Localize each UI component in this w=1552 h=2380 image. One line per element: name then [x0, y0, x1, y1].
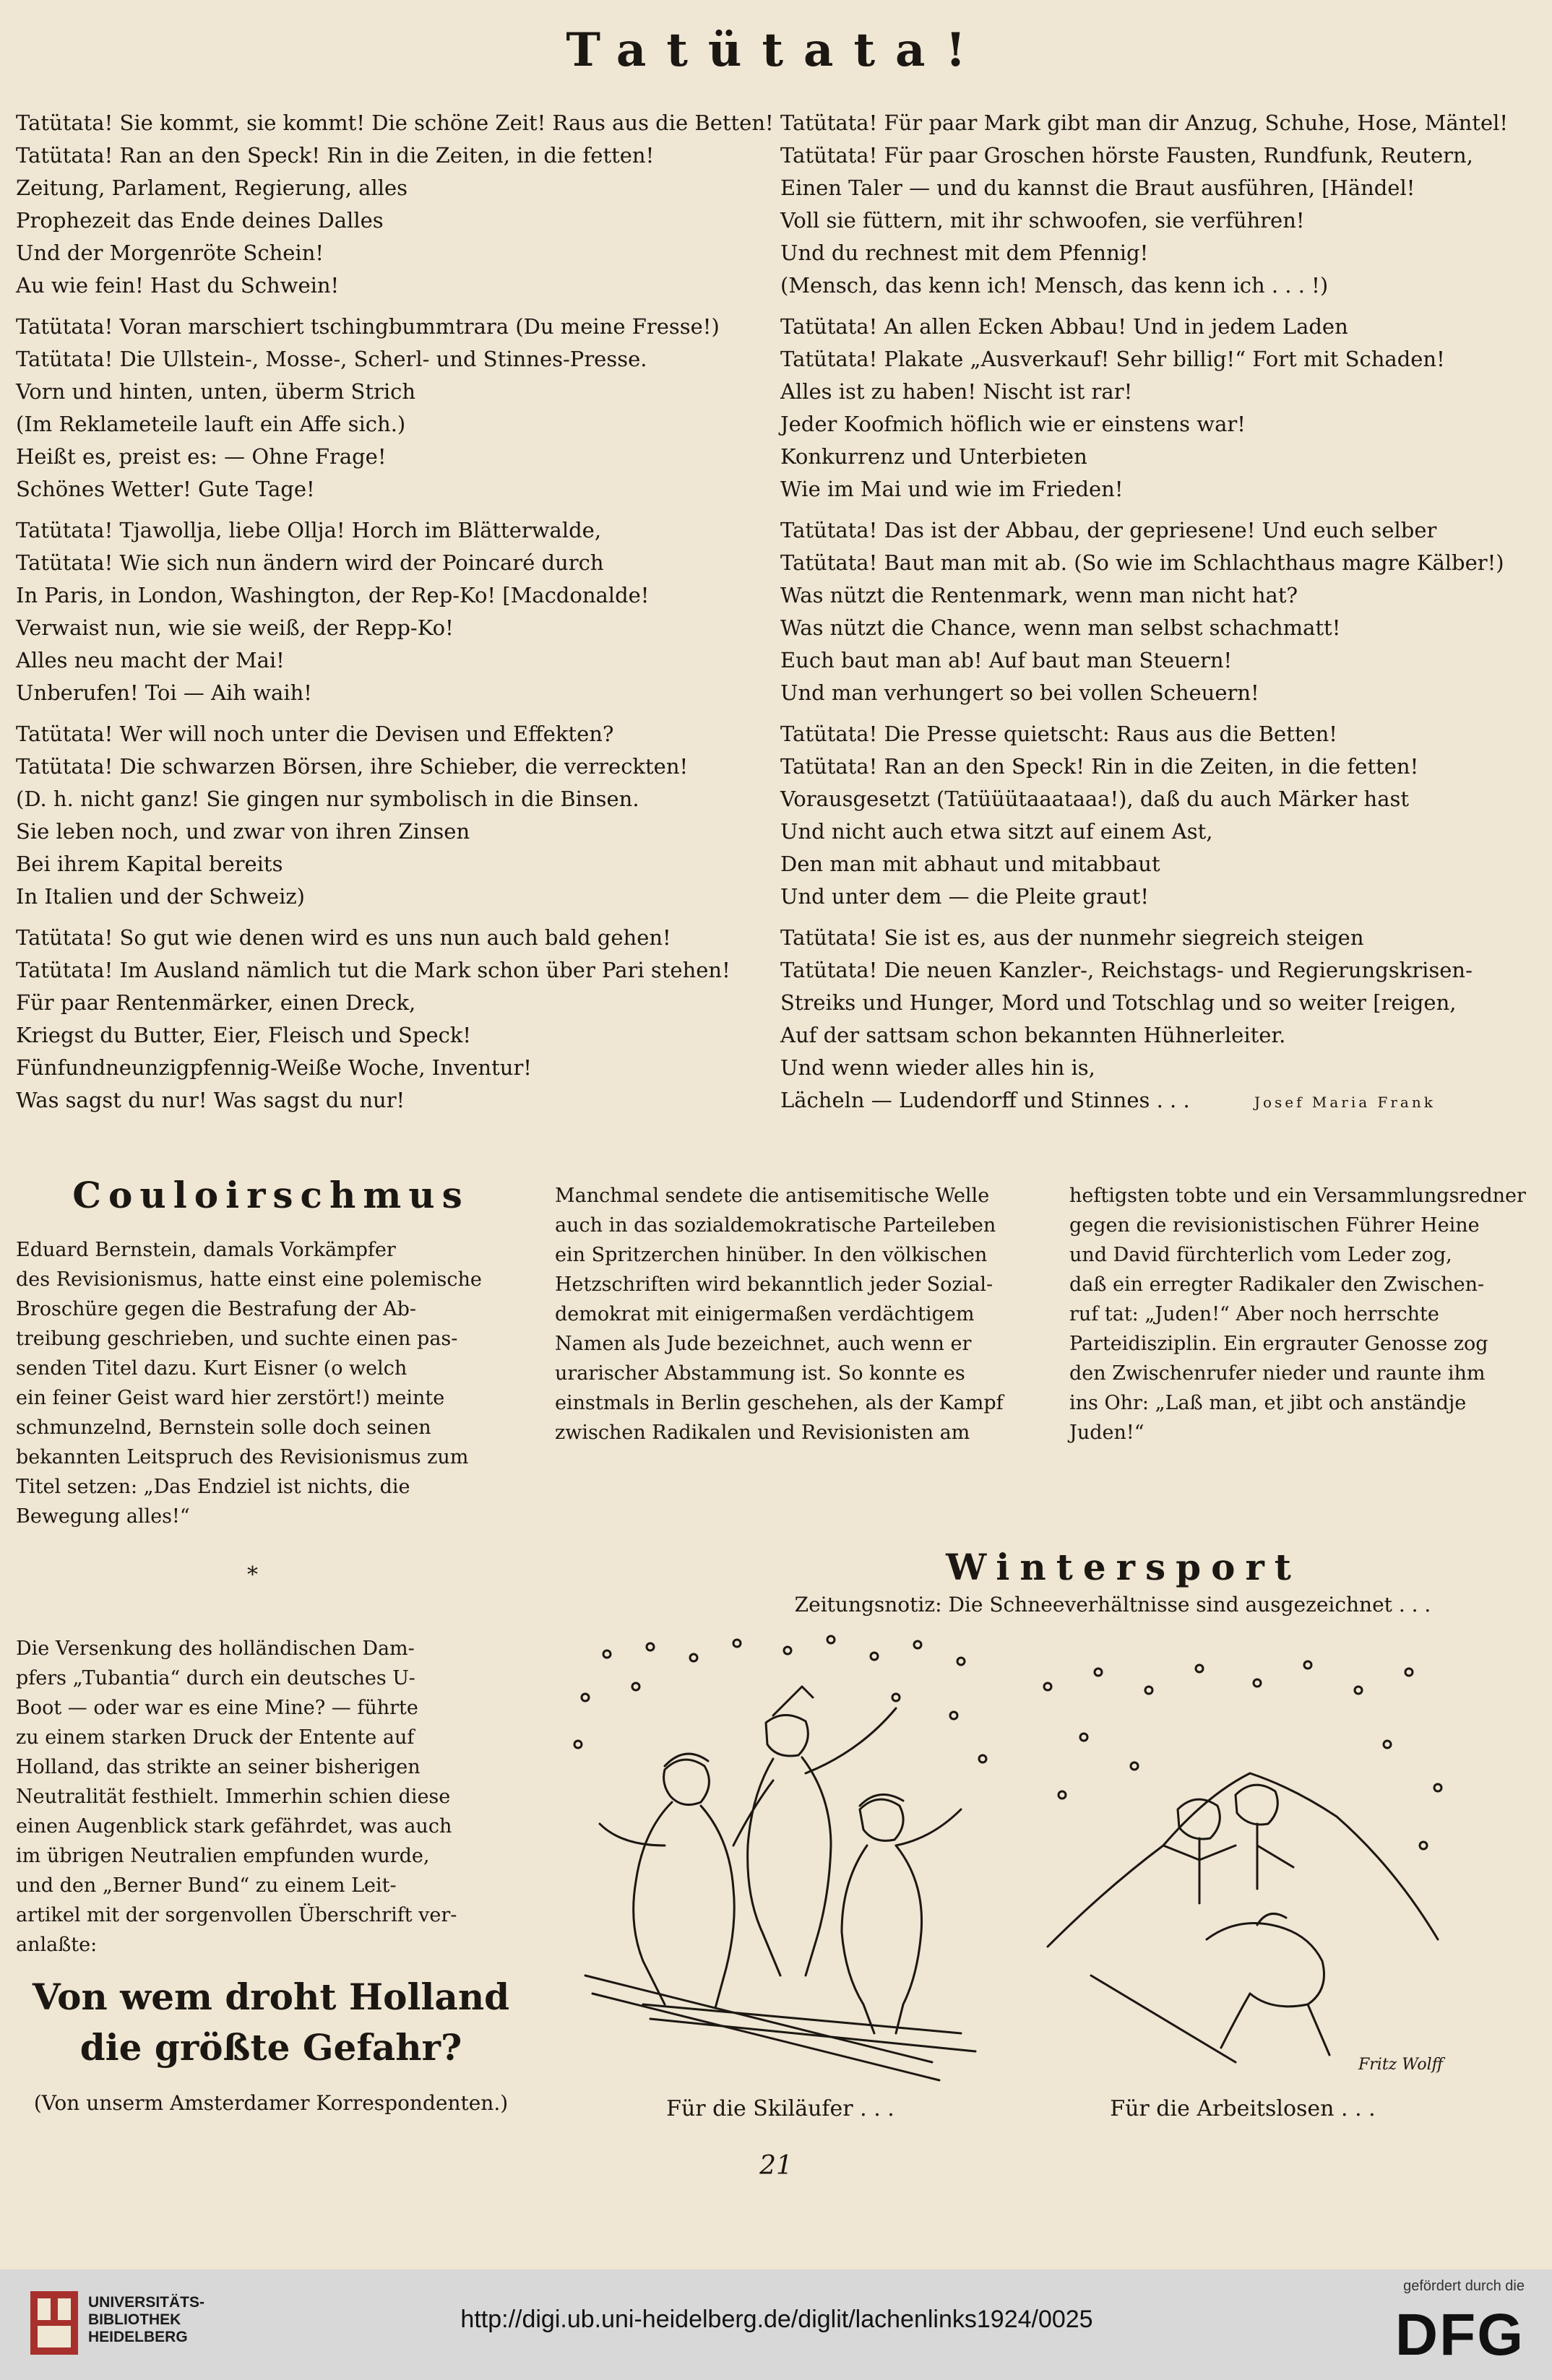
poem-stanza [780, 718, 1503, 913]
poem-line: Euch baut man ab! Auf baut man Steuern! [780, 648, 1233, 672]
poem-line: Tatütata! Ran an den Speck! Rin in die Zeiten, in die fetten! [780, 754, 1419, 779]
text-line: schmunzelnd, Bernstein solle doch seinen [16, 1416, 431, 1439]
text-line: zu einem starken Druck der Entente auf [16, 1726, 415, 1749]
dfg-logo: DFG [1394, 2302, 1525, 2368]
poem-line: Heißt es, preist es: — Ohne Frage! [16, 444, 387, 469]
skiers-cartoon [556, 1629, 1004, 2091]
poem-line: Was nützt die Chance, wenn man selbst schachmatt! [780, 615, 1341, 640]
poem-line: Konkurrenz und Unterbieten [780, 444, 1087, 469]
poem-line: (D. h. nicht ganz! Sie gingen nur symbolisch in die Binsen. [16, 787, 639, 811]
couloir-column-2 [555, 1181, 1025, 1448]
poem-line: Und unter dem — die Pleite graut! [780, 884, 1149, 909]
text-line: Eduard Bernstein, damals Vorkämpfer [16, 1239, 396, 1261]
poem-line: In Paris, in London, Washington, der Rep-Ko! [Macdonalde! [16, 583, 650, 607]
poem-line: Alles neu macht der Mai! [16, 648, 285, 672]
text-line: ein Spritzerchen hinüber. In den völkischen [555, 1244, 988, 1266]
poem-line: Tatütata! Die neuen Kanzler-, Reichstags- und Regierungskrisen- [780, 958, 1473, 982]
poem-line: In Italien und der Schweiz) [16, 884, 305, 909]
text-line: Juden!“ [1069, 1421, 1144, 1444]
author-signature: Josef Maria Frank [1254, 1094, 1436, 1111]
text-line: einstmals in Berlin geschehen, als der Kampf [555, 1392, 1004, 1414]
separator-asterisk: * [247, 1562, 258, 1588]
poem-line: Und wenn wieder alles hin is, [780, 1055, 1095, 1080]
library-line: UNIVERSITÄTS- [88, 2294, 205, 2311]
text-line: zwischen Radikalen und Revisionisten am [555, 1421, 970, 1444]
text-line: auch in das sozialdemokratische Parteileben [555, 1214, 996, 1237]
poem-line: Tatütata! Baut man mit ab. (So wie im Schlachthaus magre Kälber!) [780, 550, 1504, 575]
poem-line: Vorn und hinten, unten, überm Strich [16, 379, 416, 404]
funding-note: gefördert durch die [1403, 2278, 1525, 2294]
poem-line: Tatütata! Plakate „Ausverkauf! Sehr billig!“ Fort mit Schaden! [780, 347, 1445, 371]
poem-line: Tatütata! Im Ausland nämlich tut die Mark schon über Pari stehen! [16, 958, 730, 982]
couloir-column-1 [16, 1235, 507, 1531]
text-line: heftigsten tobte und ein Versammlungsredner [1069, 1185, 1526, 1207]
poem-line: Tatütata! Das ist der Abbau, der gepriesene! Und euch selber [780, 518, 1437, 542]
headline-gefahr: die größte Gefahr? [79, 2026, 462, 2069]
text-line: Boot — oder war es eine Mine? — führte [16, 1697, 418, 1719]
text-line: und David fürchterlich vom Leder zog, [1069, 1244, 1452, 1266]
text-line: daß ein erregter Radikaler den Zwischen- [1069, 1273, 1485, 1296]
text-line: senden Titel dazu. Kurt Eisner (o welch [16, 1357, 408, 1380]
poem-line: Für paar Rentenmärker, einen Dreck, [16, 990, 416, 1015]
text-line: demokrat mit einigermaßen verdächtigem [555, 1303, 975, 1325]
poem-stanza [16, 922, 738, 1117]
text-line: anlaßte: [16, 1934, 98, 1956]
poem-line: Tatütata! Die schwarzen Börsen, ihre Schieber, die verreckten! [16, 754, 689, 779]
poem-line: Wie im Mai und wie im Frieden! [780, 477, 1124, 501]
poem-stanza [780, 922, 1503, 1119]
correspondent-credit: (Von unserm Amsterdamer Korrespondenten.) [33, 2091, 509, 2115]
source-url[interactable]: http://digi.ub.uni-heidelberg.de/diglit/lachenlinks1924/0025 [460, 2306, 1093, 2333]
poem-line: Streiks und Hunger, Mord und Totschlag und so weiter [reigen, [780, 990, 1457, 1015]
text-line: Die Versenkung des holländischen Dam- [16, 1637, 415, 1660]
poem-line: (Mensch, das kenn ich! Mensch, das kenn ich . . . !) [780, 273, 1329, 298]
footer-bar [0, 2269, 1552, 2380]
poem-stanza [16, 311, 738, 506]
poem-line: Einen Taler — und du kannst die Braut ausführen, [Händel! [780, 176, 1415, 200]
text-line: Titel setzen: „Das Endziel ist nichts, die [16, 1476, 410, 1498]
poem-last-line: Lächeln — Ludendorff und Stinnes . . . [780, 1088, 1190, 1112]
poem-line: Tatütata! Die Presse quietscht: Raus aus die Betten! [780, 722, 1337, 746]
text-line: ein feiner Geist ward hier zerstört!) meinte [16, 1387, 445, 1409]
university-logo-icon [29, 2290, 79, 2356]
text-line: Holland, das strikte an seiner bisherigen [16, 1756, 421, 1778]
poem-line: Sie leben noch, und zwar von ihren Zinsen [16, 819, 470, 844]
poem-line: Tatütata! So gut wie denen wird es uns nun auch bald gehen! [16, 925, 671, 950]
text-line: des Revisionismus, hatte einst eine polemische [16, 1268, 482, 1291]
text-line: Bewegung alles!“ [16, 1505, 190, 1528]
poem-line: Tatütata! Sie ist es, aus der nunmehr siegreich steigen [780, 925, 1364, 950]
text-line: und den „Berner Bund“ zu einem Leit- [16, 1874, 397, 1897]
wintersport-subtitle: Zeitungsnotiz: Die Schneeverhältnisse sind ausgezeichnet . . . [794, 1593, 1431, 1617]
poem-line: Voll sie füttern, mit ihr schwoofen, sie verführen! [780, 208, 1305, 233]
text-line: Namen als Jude bezeichnet, auch wenn er [555, 1333, 972, 1355]
page-title: Tatütata! [566, 23, 986, 77]
poem-line: Und der Morgenröte Schein! [16, 241, 324, 265]
text-line: treibung geschrieben, und suchte einen pas- [16, 1328, 458, 1350]
text-line: urarischer Abstammung ist. So konnte es [555, 1362, 965, 1385]
caption-skiers: Für die Skiläufer . . . [666, 2096, 894, 2121]
section-title-wintersport: Wintersport [946, 1546, 1301, 1588]
poem-line: Prophezeit das Ende deines Dalles [16, 208, 384, 233]
poem-line: Und nicht auch etwa sitzt auf einem Ast, [780, 819, 1213, 844]
poem-line: Vorausgesetzt (Tatüüütaaataaa!), daß du auch Märker hast [780, 787, 1410, 811]
text-line: den Zwischenrufer nieder und raunte ihm [1069, 1362, 1486, 1385]
poem-line: Den man mit abhaut und mitabbaut [780, 852, 1160, 876]
poem-line: Au wie fein! Hast du Schwein! [16, 273, 340, 298]
poem-line: Tatütata! Tjawollja, liebe Ollja! Horch im Blätterwalde, [16, 518, 602, 542]
poem-line: Tatütata! Für paar Mark gibt man dir Anzug, Schuhe, Hose, Mäntel! [780, 111, 1509, 135]
text-line: Hetzschriften wird bekanntlich jeder Sozial- [555, 1273, 993, 1296]
poem-line: Auf der sattsam schon bekannten Hühnerleiter. [780, 1023, 1286, 1047]
poem-stanza [780, 514, 1503, 709]
poem-line [780, 1084, 1503, 1119]
page-number: 21 [759, 2151, 793, 2181]
poem-line: (Im Reklameteile lauft ein Affe sich.) [16, 412, 406, 436]
couloir-column-3 [1069, 1181, 1539, 1448]
poem-line: Tatütata! Wer will noch unter die Devisen und Effekten? [16, 722, 614, 746]
poem-line: Zeitung, Parlament, Regierung, alles [16, 176, 408, 200]
text-line: Neutralität festhielt. Immerhin schien diese [16, 1786, 451, 1808]
text-line: einen Augenblick stark gefährdet, was auch [16, 1815, 452, 1838]
poem-line: Verwaist nun, wie sie weiß, der Repp-Ko! [16, 615, 454, 640]
poem-line: Tatütata! Wie sich nun ändern wird der Poincaré durch [16, 550, 604, 575]
text-line: Broschüre gegen die Bestrafung der Ab- [16, 1298, 417, 1320]
poem-line: Bei ihrem Kapital bereits [16, 852, 283, 876]
text-line: Parteidisziplin. Ein ergrauter Genosse zog [1069, 1333, 1488, 1355]
poem-line: Alles ist zu haben! Nischt ist rar! [780, 379, 1133, 404]
text-line: Manchmal sendete die antisemitische Welle [555, 1185, 990, 1207]
poem-line: Fünfundneunzigpfennig-Weiße Woche, Inventur! [16, 1055, 532, 1080]
artist-signature: Fritz Wolff [1358, 2056, 1444, 2074]
poem-stanza [780, 107, 1509, 302]
poem-line: Tatütata! Sie kommt, sie kommt! Die schöne Zeit! Raus aus die Betten! [16, 111, 774, 135]
poem-line: Unberufen! Toi — Aih waih! [16, 680, 312, 705]
poem-stanza [16, 514, 738, 709]
poem-line: Kriegst du Butter, Eier, Fleisch und Speck! [16, 1023, 472, 1047]
poem-line: Was nützt die Rentenmark, wenn man nicht hat? [780, 583, 1298, 607]
poem-stanza [16, 718, 738, 913]
poem-stanza [780, 311, 1503, 506]
poem-line: Was sagst du nur! Was sagst du nur! [16, 1088, 405, 1112]
library-line: BIBLIOTHEK [88, 2311, 181, 2328]
poem-line: Tatütata! Voran marschiert tschingbummtrara (Du meine Fresse!) [16, 314, 720, 339]
poem-line: Und du rechnest mit dem Pfennig! [780, 241, 1149, 265]
poem-line: Jeder Koofmich höflich wie er einstens war! [780, 412, 1246, 436]
couloir-column-1b [16, 1634, 507, 1960]
unemployed-cartoon [1019, 1629, 1467, 2091]
section-title-couloirschmus: Couloirschmus [72, 1174, 470, 1216]
text-line: bekannten Leitspruch des Revisionismus zum [16, 1446, 469, 1468]
text-line: ruf tat: „Juden!“ Aber noch herrschte [1069, 1303, 1439, 1325]
text-line: gegen die revisionistischen Führer Heine [1069, 1214, 1480, 1237]
library-name [88, 2294, 204, 2346]
headline-holland: Von wem droht Holland [32, 1976, 510, 2018]
poem-line: Tatütata! Für paar Groschen hörste Fausten, Rundfunk, Reutern, [780, 143, 1473, 168]
text-line: pfers „Tubantia“ durch ein deutsches U- [16, 1667, 415, 1689]
text-line: im übrigen Neutralien empfunden wurde, [16, 1845, 430, 1867]
library-line: HEIDELBERG [88, 2329, 188, 2345]
poem-line: Tatütata! Ran an den Speck! Rin in die Zeiten, in die fetten! [16, 143, 655, 168]
text-line: ins Ohr: „Laß man, et jibt och anständje [1069, 1392, 1467, 1414]
poem-line: Schönes Wetter! Gute Tage! [16, 477, 315, 501]
caption-unemployed: Für die Arbeitslosen . . . [1110, 2096, 1376, 2121]
poem-line: Und man verhungert so bei vollen Scheuern! [780, 680, 1259, 705]
text-line: artikel mit der sorgenvollen Überschrift ver- [16, 1904, 457, 1926]
poem-stanza [16, 107, 774, 302]
poem-line: Tatütata! An allen Ecken Abbau! Und in jedem Laden [780, 314, 1348, 339]
poem-line: Tatütata! Die Ullstein-, Mosse-, Scherl- und Stinnes-Presse. [16, 347, 647, 371]
